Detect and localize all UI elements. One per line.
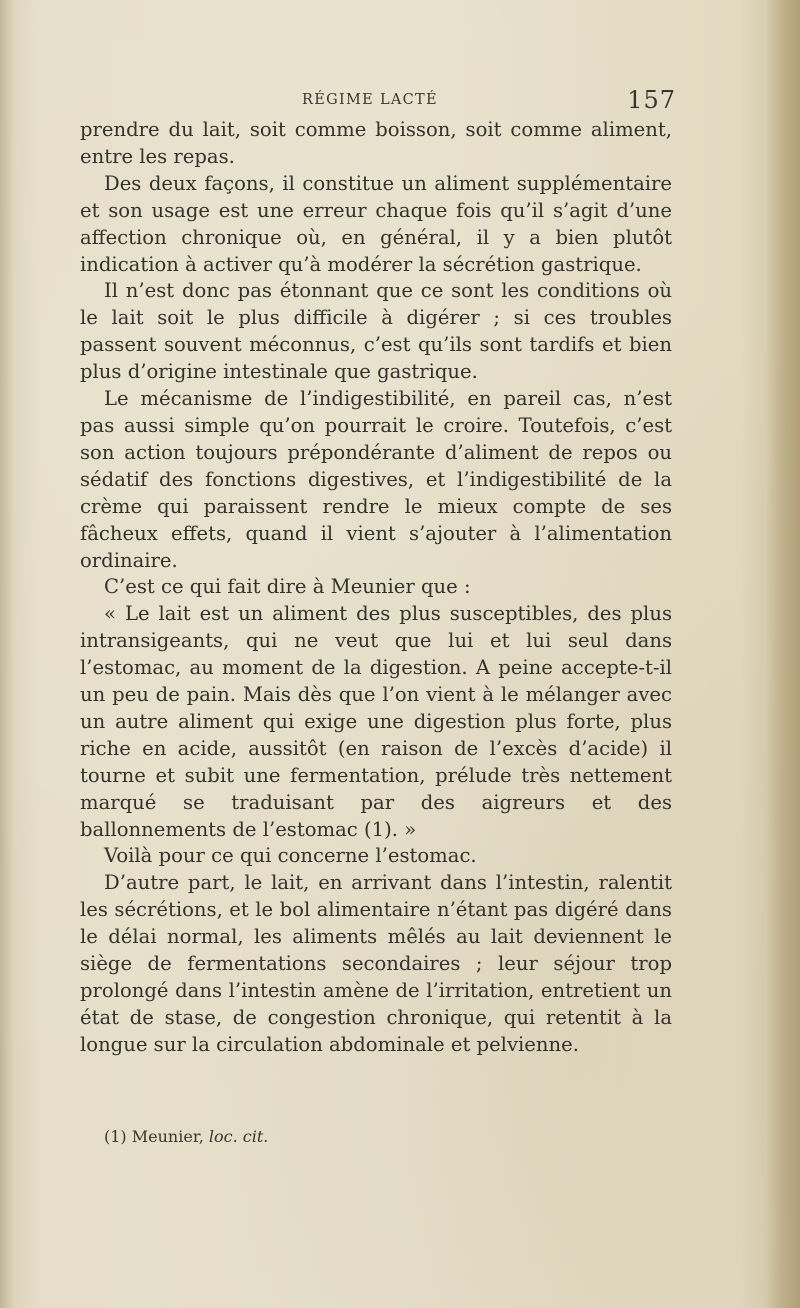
footnote (104, 1127, 268, 1146)
paragraph-5: C’est ce qui fait dire à Meunier que : (104, 575, 471, 599)
page-edge-shadow (766, 0, 800, 1308)
page-number: 157 (627, 86, 676, 114)
paragraph-3: Il n’est donc pas étonnant que ce sont les conditions où le lait soit le plus difficile à digérer ; si ces troubles passent souvent méconnus, c’est qu’ils sont tardifs et bien plus d’origine intestinale que gastrique. (80, 279, 672, 384)
paragraph-2: Des deux façons, il constitue un aliment supplémentaire et son usage est une erreur chaque fois qu’il s’agit d’une affection chronique où, en général, il y a bien plutôt indication à activer qu’à modérer la sécrétion gastrique. (80, 171, 672, 276)
body-text (80, 117, 672, 1059)
page-gutter-shadow (0, 0, 14, 1308)
paragraph-7: Voilà pour ce qui concerne l’estomac. (104, 844, 477, 868)
running-title: RÉGIME LACTÉ (302, 92, 438, 108)
paragraph-4: Le mécanisme de l’indigestibilité, en pareil cas, n’est pas aussi simple qu’on pourrait le croire. Toutefois, c’est son action toujours prépondérante d’aliment de repos ou sédatif des fonctions digestives, et l’indigestibilité de la crème qui paraissent rendre le mieux compte de ses fâcheux effets, quand il vient s’ajouter à l’alimentation ordinaire. (80, 387, 672, 572)
paragraph-8: D’autre part, le lait, en arrivant dans l’intestin, ralentit les sécrétions, et le bol alimentaire n’étant pas digéré dans le délai normal, les aliments mêlés au lait deviennent le siège de fermentations secondaires ; leur séjour trop prolongé dans l’intestin amène de l’irritation, entretient un état de stase, de congestion chronique, qui retentit à la longue sur la circulation abdominale et pelvienne. (80, 871, 672, 1056)
paragraph-1: prendre du lait, soit comme boisson, soit comme aliment, entre les repas. (80, 118, 672, 168)
running-header (80, 86, 676, 118)
footnote-author: Meunier, (131, 1127, 204, 1146)
quotation-paragraph: « Le lait est un aliment des plus susceptibles, des plus intransigeants, qui ne veut que lui et lui seul dans l’estomac, au moment de la digestion. A peine accepte-t-il un peu de pain. Mais dès que l’on vient à le mélanger avec un autre aliment qui exige une digestion plus forte, plus riche en acide, aussitôt (en raison de l’excès d’acide) il tourne et subit une fermentation, prélude très nettement marqué se traduisant par des aigreurs et des ballonnements de l’estomac (1). » (80, 602, 672, 841)
footnote-citation: loc. cit. (208, 1127, 269, 1146)
footnote-marker: (1) (104, 1127, 127, 1146)
